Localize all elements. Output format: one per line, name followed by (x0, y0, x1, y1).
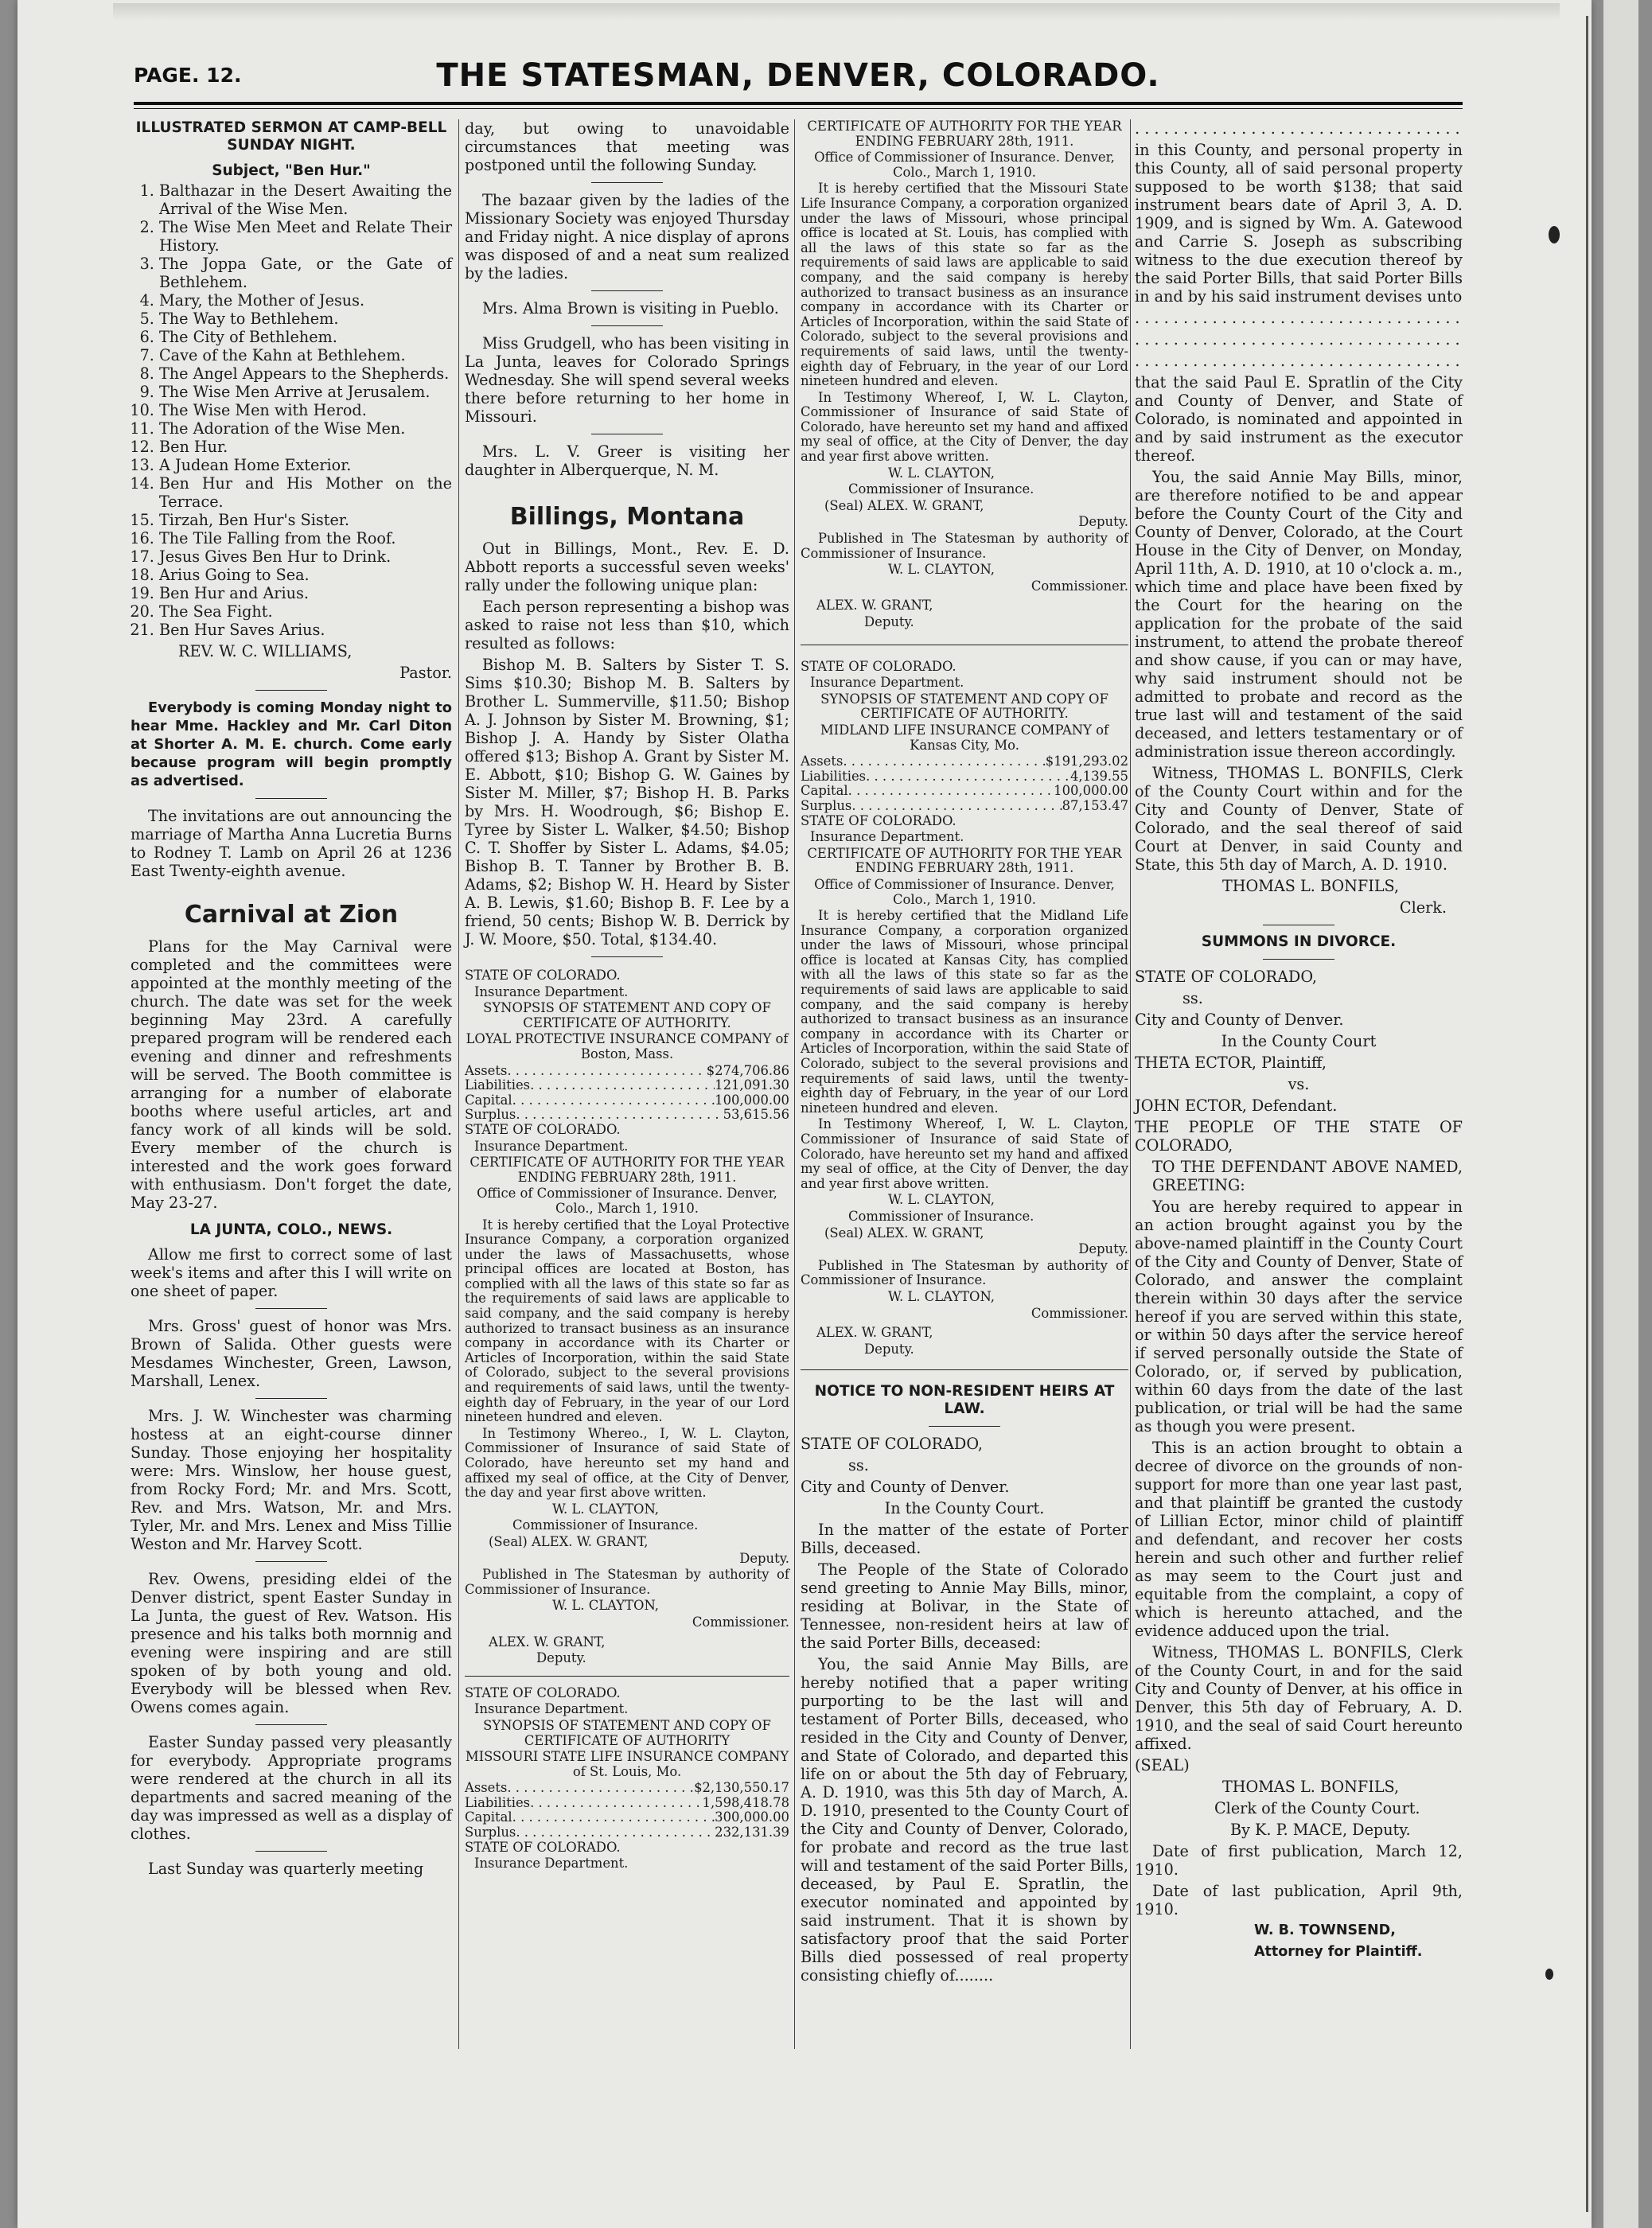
news-paragraph: Miss Grudgell, who has been visiting in La Junta, leaves for Colorado Springs Wednesday. She will spend several weeks there before returning to her home in Missouri. (465, 334, 789, 426)
legal-state: STATE OF COLORADO. (801, 812, 957, 828)
summons-ss: ss. (1183, 989, 1203, 1007)
summons-vs: vs. (1288, 1075, 1310, 1093)
legal-body: It is hereby certified that the Midland Life Insurance Company, a corporation organized under the laws of Missouri, whose principal office is located at Kansas City, has complied with all the laws of this state so far as the requirements of said laws are applicable to said company, and the said company is hereby authorized to transact business as an insurance company in accordance with its Charter or Articles of Incorporation, within the said State of Colorado, subject to the several provisions and requirements of said laws, until the twenty-eighth day of February, in the year of our Lord nineteen hundred and eleven. (801, 908, 1128, 1116)
header-rule-thin (134, 108, 1463, 109)
financial-row: Capital . . . 100,000.00 (801, 784, 1128, 799)
missouri-state-life-notice (465, 1686, 789, 1872)
publication-date: Date of first publication, March 12, 1910. (1135, 1842, 1463, 1879)
legal-signature: W. L. CLAYTON, (888, 1288, 995, 1304)
la-junta-paragraph: Rev. Owens, presiding eldei of the Denver district, spent Easter Sunday in La Junta, the guest of Rev. Watson. His presence and his talks both mornnig and evening were inspiring and are still spoken of by both young and old. Everybody will be blessed when Rev. Owens comes again. (131, 1570, 452, 1716)
list-item: 7. Cave of the Kahn at Bethlehem. (159, 346, 452, 364)
legal-state: STATE OF COLORADO. (465, 1839, 621, 1855)
list-item: 2. The Wise Men Meet and Relate Their History. (159, 218, 452, 255)
list-item: 17. Jesus Gives Ben Hur to Drink. (159, 547, 452, 566)
legal-dept: Insurance Department. (474, 1701, 629, 1717)
legal-signature-title: Deputy. (1078, 514, 1128, 530)
legal-signature: W. L. CLAYTON, (888, 562, 995, 578)
legal-synopsis: SYNOPSIS OF STATEMENT AND COPY OF CERTIFICATE OF AUTHORITY. (483, 1000, 771, 1030)
summons-defendant: JOHN ECTOR, Defendant. (1135, 1096, 1338, 1115)
column-2 (465, 119, 789, 1873)
billings-headline: Billings, Montana (509, 503, 745, 531)
legal-office: Office of Commissioner of Insurance. Denver, Colo., March 1, 1910. (814, 150, 1115, 180)
legal-published: Published in The Statesman by authority of Commissioner of Insurance. (801, 531, 1128, 561)
summons-plaintiff: THETA ECTOR, Plaintiff, (1135, 1054, 1327, 1072)
column-rule (794, 119, 795, 2049)
list-item: 21. Ben Hur Saves Arius. (159, 621, 452, 639)
financial-row: Surplus . . . 232,131.39 (465, 1825, 789, 1840)
legal-signature: ALEX. W. GRANT, (816, 1325, 933, 1341)
separator (255, 1851, 327, 1852)
list-item: 14. Ben Hur and His Mother on the Terrace. (159, 474, 452, 511)
legal-signature-title: Commissioner. (1031, 578, 1128, 594)
separator (255, 1308, 327, 1309)
notice-headline: NOTICE TO NON-RESIDENT HEIRS AT LAW. (814, 1383, 1115, 1418)
financial-row: Liabilities . . . 121,091.30 (465, 1078, 789, 1093)
sermon-subject: Subject, "Ben Hur." (212, 162, 371, 179)
summons-signature: THOMAS L. BONFILS, (1222, 1778, 1400, 1796)
legal-seal: (Seal) ALEX. W. GRANT, (824, 497, 984, 513)
legal-company: MIDLAND LIFE INSURANCE COMPANY of Kansas City, Mo. (820, 722, 1109, 753)
legal-dept: Insurance Department. (810, 829, 964, 845)
column-rule (458, 119, 459, 2049)
financial-row: Assets . . . $2,130,550.17 (465, 1781, 789, 1796)
midland-life-notice (801, 660, 1128, 1357)
legal-dept: Insurance Department. (474, 1856, 629, 1872)
legal-state: STATE OF COLORADO. (465, 1685, 621, 1700)
legal-signature-title: Deputy. (864, 1341, 914, 1357)
summons-paragraph: This is an action brought to obtain a decree of divorce on the grounds of non-support for more than one year last past, and that plaintiff be granted the custody of Lillian Ector, minor child of plaintiff and defendant, and recover her costs herein and such other and further relief as may seem to the Court just and equitable from the complaint, a copy of which is hereunto attached, and the evidence adduced upon the trial. (1135, 1439, 1463, 1640)
legal-office: Office of Commissioner of Insurance. Denver, Colo., March 1, 1910. (814, 876, 1115, 907)
legal-seal: (Seal) ALEX. W. GRANT, (489, 1533, 649, 1549)
summons-paragraph: You are hereby required to appear in an action brought against you by the above-named plaintiff in the County Court of the City and County of Denver, State of Colorado, and answer the complaint therein within 30 days after the service hereof if you are served within this state, or within 50 days after the service hereof if served personally outside the State of Colorado, or, if served by publication, within 60 days from the date of the last publication, or trial will be had the same as though you were present. (1135, 1198, 1463, 1435)
summons-people: THE PEOPLE OF THE STATE OF COLORADO, (1135, 1118, 1463, 1155)
dotted-blank (1135, 330, 1463, 349)
page-edge (1603, 0, 1638, 2228)
loyal-protective-notice (465, 968, 789, 1666)
summons-to: TO THE DEFENDANT ABOVE NAMED, GREETING: (1152, 1158, 1463, 1194)
attorney-signature: W. B. TOWNSEND, (1254, 1922, 1396, 1938)
notice-paragraph: In the matter of the estate of Porter Bills, deceased. (801, 1521, 1128, 1558)
column-rule (1130, 119, 1131, 2049)
legal-dept: Insurance Department. (810, 675, 964, 691)
news-paragraph: day, but owing to unavoidable circumstances that meeting was postponed until the following Sunday. (465, 119, 789, 174)
list-item: 8. The Angel Appears to the Shepherds. (159, 364, 452, 383)
news-paragraph: The bazaar given by the ladies of the Missionary Society was enjoyed Thursday and Friday night. A nice display of aprons was disposed of and a neat sum realized by the ladies. (465, 191, 789, 282)
separator (255, 1724, 327, 1725)
list-item: 9. The Wise Men Arrive at Jerusalem. (159, 383, 452, 401)
notice-paragraph: Witness, THOMAS L. BONFILS, Clerk of the County Court within and for the City and County of Denver, State of Colorado, and the seal thereof of said Court at Denver, in said County and State, this 5th day of March, A. D. 1910. (1135, 764, 1463, 874)
separator (255, 798, 327, 799)
notice-ss: ss. (848, 1456, 869, 1475)
financial-row: Surplus . . . 53,615.56 (465, 1108, 789, 1123)
legal-certificate: CERTIFICATE OF AUTHORITY FOR THE YEAR ENDING FEBRUARY 28th, 1911. (469, 1155, 785, 1185)
list-item: 5. The Way to Bethlehem. (159, 310, 452, 328)
billings-paragraph: Bishop M. B. Salters by Sister T. S. Sims $10.30; Bishop M. B. Salters by Brother L. Summerville, $11.50; Bishop A. J. Johnson by Sister M. Browning, $1; Bishop J. A. Handy by Sister Olatha offered $13; Bishop A. Grant by Sister M. E. Abbott, $10; Bishop G. W. Gaines by Sister M. Miller, $7; Bishop H. B. Parks by Mrs. H. Woodrough, $6; Bishop E. Tyree by Sister L. Walker, $4.50; Bishop C. T. Shoffer by Sister L. Adams, $4.05; Bishop B. T. Tanner by Brother B. B. Adams, $2; Bishop W. H. Heard by Sister A. B. Lewis, $1.60; Bishop B. F. Lee by a friend, 50 cents; Bishop W. B. Derrick by J. W. Moore, $50. Total, $134.40. (465, 656, 789, 948)
separator (801, 1369, 1128, 1370)
separator (929, 1426, 1000, 1427)
legal-office: Office of Commissioner of Insurance. Denver, Colo., March 1, 1910. (477, 1186, 777, 1216)
la-junta-paragraph: Mrs. Gross' guest of honor was Mrs. Brown of Salida. Other guests were Mesdames Winchester, Green, Lawson, Marshall, Lenex. (131, 1317, 452, 1390)
legal-body: It is hereby certified that the Missouri State Life Insurance Company, a corporation organized under the laws of Missouri, whose principal office is located at St. Louis, has complied with all the laws of this state so far as the requirements of said laws are applicable to said company, and the said company is hereby authorized to transact business as an insurance company in accordance with its Charter or Articles of Incorporation, within the said State of Colorado, subject to the several provisions and requirements of said laws, until the twenty-eighth day of February, in the year of our Lord nineteen hundred and eleven. (801, 181, 1128, 389)
rev-signature: REV. W. C. WILLIAMS, (178, 642, 353, 660)
financial-row: Capital . . . 300,000.00 (465, 1810, 789, 1825)
financial-row: Assets . . . $191,293.02 (801, 754, 1128, 769)
legal-certificate: CERTIFICATE OF AUTHORITY FOR THE YEAR ENDING FEBRUARY 28th, 1911. (807, 845, 1122, 876)
list-item: 10. The Wise Men with Herod. (159, 401, 452, 419)
legal-signature: ALEX. W. GRANT, (816, 598, 933, 613)
page-edge-line (1586, 16, 1588, 2212)
legal-synopsis: SYNOPSIS OF STATEMENT AND COPY OF CERTIFICATE OF AUTHORITY. (820, 691, 1108, 722)
masthead: THE STATESMAN, DENVER, COLORADO. (436, 57, 1160, 94)
invitations-paragraph: The invitations are out announcing the marriage of Martha Anna Lucretia Burns to Rodney T. Lamb on April 26 at 1236 East Twenty-eighth avenue. (131, 807, 452, 880)
dotted-blank (1135, 352, 1463, 370)
la-junta-paragraph: Mrs. J. W. Winchester was charming hostess at an eight-course dinner Sunday. Those enjoying her hospitality were: Mrs. Winslow, her house guest, from Rocky Ford; Mr. and Mrs. Scott, Rev. and Mrs. Watson, Mr. and Mrs. Tyler, Mr. and Mrs. Lenex and Miss Tillie Weston and Mr. Harvey Scott. (131, 1407, 452, 1553)
separator (591, 325, 663, 326)
legal-seal: (Seal) ALEX. W. GRANT, (824, 1225, 984, 1241)
summons-seal: (SEAL) (1135, 1756, 1190, 1774)
legal-signature-title: Commissioner. (692, 1614, 789, 1630)
list-item: 19. Ben Hur and Arius. (159, 584, 452, 602)
separator (465, 1676, 789, 1677)
header-rule (134, 102, 1463, 105)
legal-dept: Insurance Department. (474, 984, 629, 999)
list-item: 20. The Sea Fight. (159, 602, 452, 621)
list-item: 11. The Adoration of the Wise Men. (159, 419, 452, 438)
list-item: 16. The Tile Falling from the Roof. (159, 529, 452, 547)
legal-signature: W. L. CLAYTON, (888, 1192, 995, 1208)
legal-published: Published in The Statesman by authority of Commissioner of Insurance. (465, 1567, 789, 1597)
column-4 (1135, 119, 1463, 1965)
legal-testimony: In Testimony Whereof, I, W. L. Clayton, Commissioner of Insurance of said State of Colorado, have hereunto set my hand and affixed my seal of office, at the City of Denver, the day and year first above written. (801, 1116, 1128, 1191)
separator (591, 290, 663, 291)
dotted-blank (1135, 309, 1463, 327)
separator (591, 182, 663, 183)
financial-row: Liabilities . . . 4,139.55 (801, 769, 1128, 785)
financial-row: Capital . . . 100,000.00 (465, 1093, 789, 1108)
notice-paragraph: The People of the State of Colorado send greeting to Annie May Bills, minor, residing at Bolivar, in the State of Tennessee, non-resident heirs at law of the said Porter Bills, deceased: (801, 1560, 1128, 1653)
carnival-paragraph: Plans for the May Carnival were completed and the committees were appointed at the monthly meeting of the church. The date was set for the week beginning May 23rd. A carefully prepared program will be rendered each evening and dinner and refreshments will be served. The Booth committee is arranging for a number of elaborate booths where useful articles, art and fancy work of all kinds will be sold. Every member of the church is interested and the work goes forward with enthusiasm. Don't forget the date, May 23-27. (131, 937, 452, 1212)
hackley-notice: Everybody is coming Monday night to hear Mme. Hackley and Mr. Carl Diton at Shorter A. M. E. church. Come early because program will begin promptly as advertised. (131, 699, 452, 789)
financial-row: Assets . . . $274,706.86 (465, 1064, 789, 1079)
legal-company: LOYAL PROTECTIVE INSURANCE COMPANY of Boston, Mass. (466, 1031, 789, 1061)
la-junta-paragraph: Easter Sunday passed very pleasantly for everybody. Appropriate programs were rendered at the church in all its departments and sacred meaning of the day was impressed as well as a display of clothes. (131, 1733, 452, 1843)
list-item: 4. Mary, the Mother of Jesus. (159, 291, 452, 310)
legal-signature: W. L. CLAYTON, (552, 1598, 659, 1614)
sermon-list (131, 181, 452, 639)
notice-paragraph: You, the said Annie May Bills, are hereby notified that a paper writing purporting to be the last will and testament of Porter Bills, deceased, who resided in the City and County of Denver, and State of Colorado, and departed this life on or about the 5th day of February, A. D. 1910, was this 5th day of March, A. D. 1910, presented to the County Court of the City and County of Denver, Colorado, for probate and record as the true last will and testament of the said Porter Bills, deceased, by Paul E. Spratlin, the executor nominated and appointed by said instrument. That it is shown by satisfactory proof that the said Porter Bills died possessed of real property consisting chiefly of........ (801, 1655, 1128, 1985)
notice-court: In the County Court. (884, 1499, 1045, 1518)
separator (255, 1561, 327, 1562)
rev-title: Pastor. (399, 664, 452, 682)
notice-paragraph: that the said Paul E. Spratlin of the City and County of Denver, and State of Colorado, is nominated and appointed in and by said instrument as the executor thereof. (1135, 373, 1463, 465)
legal-signature-title: Commissioner of Insurance. (848, 481, 1034, 497)
legal-testimony: In Testimony Whereof, I, W. L. Clayton, Commissioner of Insurance of said State of Colorado, have hereunto set my hand and affixed my seal of office, at the City of Denver, the day and year first above written. (801, 389, 1128, 465)
list-item: 15. Tirzah, Ben Hur's Sister. (159, 511, 452, 529)
legal-synopsis: SYNOPSIS OF STATEMENT AND COPY OF CERTIFICATE OF AUTHORITY (483, 1717, 771, 1748)
la-junta-paragraph: Last Sunday was quarterly meeting (148, 1860, 424, 1878)
summons-state: STATE OF COLORADO, (1135, 968, 1318, 986)
list-item: 6. The City of Bethlehem. (159, 328, 452, 346)
notice-paragraph: in this County, and personal property in this County, all of said personal property supposed to be worth $138; that said instrument bears date of April 3, A. D. 1909, and is signed by Wm. A. Gatewood and Carrie S. Joseph as subscribing witness to the due execution thereof by the said Porter Bills, that said Porter Bills in and by his said instrument devises unto (1135, 141, 1463, 306)
column-1 (131, 119, 452, 1881)
financial-row: Surplus . . . 87,153.47 (801, 799, 1128, 814)
column-3 (801, 119, 1128, 1988)
ink-blot (1549, 226, 1560, 243)
summons-court: In the County Court (1221, 1032, 1377, 1050)
notice-paragraph: You, the said Annie May Bills, minor, are therefore notified to be and appear before the County Court of the City and County of Denver, Colorado, at the Court House in the City of Denver, on Monday, April 11th, A. D. 1910, at 10 o'clock a. m., which time and place have been fixed by the Court for the hearing on the application for the probate of the said instrument, to attend the probate thereof and show cause, if you can or may have, why said instrument should not be admitted to probate and record as the true last will and testament of the said deceased, and letters testamentary or of administration issue thereon accordingly. (1135, 468, 1463, 761)
billings-paragraph: Out in Billings, Mont., Rev. E. D. Abbott reports a successful seven weeks' rally under the following unique plan: (465, 539, 789, 594)
la-junta-paragraph: Allow me first to correct some of last week's items and after this I will write on one sheet of paper. (131, 1245, 452, 1300)
legal-company: MISSOURI STATE LIFE INSURANCE COMPANY of St. Louis, Mo. (465, 1749, 789, 1779)
legal-signature-title: Deputy. (864, 614, 914, 629)
list-item: 13. A Judean Home Exterior. (159, 456, 452, 474)
news-paragraph: Mrs. Alma Brown is visiting in Pueblo. (482, 299, 779, 317)
legal-published: Published in The Statesman by authority of Commissioner of Insurance. (801, 1257, 1128, 1288)
notice-state: STATE OF COLORADO, (801, 1435, 984, 1454)
notice-city: City and County of Denver. (801, 1478, 1010, 1497)
clerk-signature: THOMAS L. BONFILS, (1222, 877, 1400, 895)
legal-signature-title: Deputy. (739, 1550, 789, 1566)
carnival-headline: Carnival at Zion (184, 901, 399, 929)
page-number: PAGE. 12. (134, 64, 242, 87)
summons-signature-title: Clerk of the County Court. (1214, 1799, 1420, 1817)
legal-signature-title: Deputy. (536, 1650, 586, 1666)
legal-state: STATE OF COLORADO. (801, 658, 957, 674)
separator (1263, 959, 1334, 960)
summons-headline: SUMMONS IN DIVORCE. (1201, 933, 1397, 950)
missouri-certificate (801, 119, 1128, 630)
summons-deputy: By K. P. MACE, Deputy. (1230, 1821, 1411, 1839)
legal-signature: W. L. CLAYTON, (552, 1501, 659, 1517)
legal-signature: ALEX. W. GRANT, (489, 1634, 606, 1650)
separator (591, 956, 663, 957)
la-junta-headline: LA JUNTA, COLO., NEWS. (189, 1221, 393, 1238)
legal-state: STATE OF COLORADO. (465, 968, 621, 983)
list-item: 1. Balthazar in the Desert Awaiting the Arrival of the Wise Men. (159, 181, 452, 218)
legal-signature: W. L. CLAYTON, (888, 465, 995, 481)
legal-signature-title: Commissioner. (1031, 1305, 1128, 1321)
legal-signature-title: Commissioner of Insurance. (512, 1517, 699, 1533)
separator (255, 1398, 327, 1399)
list-item: 3. The Joppa Gate, or the Gate of Bethlehem. (159, 255, 452, 291)
summons-city: City and County of Denver. (1135, 1011, 1344, 1029)
legal-testimony: In Testimony Whereo., I, W. L. Clayton, Commissioner of Insurance of said State of Colorado, have hereunto set my hand and affixed my seal of office, at the City of Denver, the day and year first above written. (465, 1425, 789, 1501)
clerk-title: Clerk. (1399, 898, 1447, 917)
financial-row: Liabilities . . . 1,598,418.78 (465, 1796, 789, 1811)
separator (255, 690, 327, 691)
legal-dept: Insurance Department. (474, 1138, 629, 1154)
legal-signature-title: Deputy. (1078, 1241, 1128, 1257)
ink-blot (1545, 1969, 1553, 1980)
legal-body: It is hereby certified that the Loyal Protective Insurance Company, a corporation organized under the laws of Massachusetts, whose principal offices are located at Boston, has complied with all the laws of this state so far as the requirements of said laws are applicable to said company, and the said company is hereby authorized to transact business as an insurance company in accordance with its Charter or Articles of Incorporation, within the said State of Colorado, subject to the several provisions and requirements of said laws, until the twenty-eighth day of February, in the year of our Lord nineteen hundred and eleven. (465, 1217, 789, 1425)
dotted-blank (1135, 119, 1463, 138)
sermon-headline: ILLUSTRATED SERMON AT CAMP-BELL SUNDAY NIGHT. (135, 119, 447, 154)
legal-signature-title: Commissioner of Insurance. (848, 1208, 1034, 1224)
news-paragraph: Mrs. L. V. Greer is visiting her daughter in Alberquerque, N. M. (465, 442, 789, 479)
legal-state: STATE OF COLORADO. (465, 1121, 621, 1137)
page-header (134, 57, 1463, 102)
list-item: 12. Ben Hur. (159, 438, 452, 456)
billings-paragraph: Each person representing a bishop was asked to raise not less than $10, which resulted as follows: (465, 598, 789, 652)
publication-date: Date of last publication, April 9th, 1910. (1135, 1882, 1463, 1918)
attorney-title: Attorney for Plaintiff. (1254, 1944, 1423, 1960)
list-item: 18. Arius Going to Sea. (159, 566, 452, 584)
summons-paragraph: Witness, THOMAS L. BONFILS, Clerk of the County Court, in and for the said City and County of Denver, at his office in Denver, this 5th day of February, A. D. 1910, and the seal of said Court hereunto affixed. (1135, 1643, 1463, 1753)
legal-certificate: CERTIFICATE OF AUTHORITY FOR THE YEAR ENDING FEBRUARY 28th, 1911. (807, 119, 1122, 149)
